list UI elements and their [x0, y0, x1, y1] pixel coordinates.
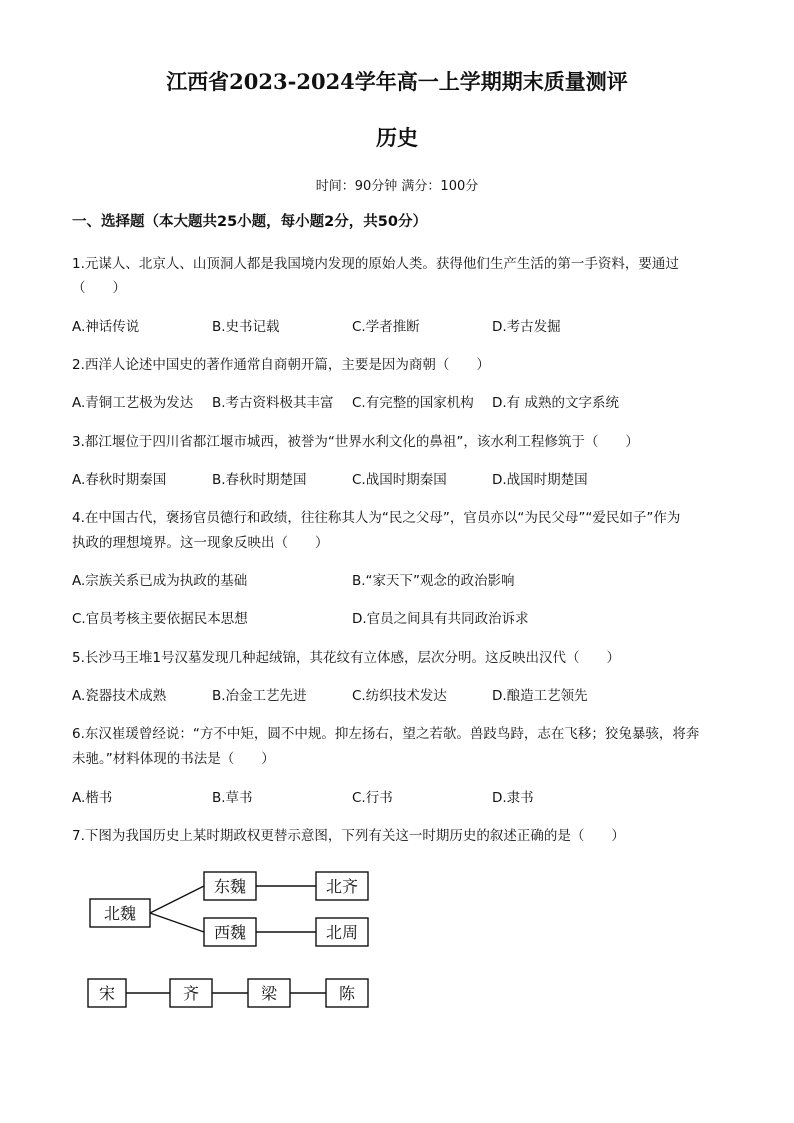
exam-meta: 时间：90分钟 满分：100分 [315, 179, 479, 194]
question-2-option-a: A.青铜工艺极为发达 [72, 395, 194, 411]
question-2-option-c: C.有完整的国家机构 [352, 395, 474, 411]
question-1-stem-line-2: （ ） [72, 280, 126, 296]
question-6-option-b: B.草书 [212, 790, 253, 806]
question-4-option-c: C.官员考核主要依据民本思想 [72, 611, 248, 627]
question-6-option-d: D.隶书 [492, 790, 534, 806]
connector-beiwei-dongwei [150, 886, 204, 913]
question-7-stem: 7.下图为我国历史上某时期政权更替示意图，下列有关这一时期历史的叙述正确的是（ ） [72, 828, 625, 844]
question-3-stem: 3.都江堰位于四川省都江堰市城西，被誉为“世界水利文化的鼻祖”，该水利工程修筑于（ ） [72, 434, 639, 450]
question-6-stem-line-2: 未驰。”材料体现的书法是（ ） [72, 751, 275, 767]
label-beiqi: 北齐 [325, 877, 359, 896]
question-1-option-a: A.神话传说 [72, 319, 140, 335]
exam-subject: 历史 [376, 125, 418, 150]
question-5-option-b: B.冶金工艺先进 [212, 688, 307, 704]
question-1-stem-line-1: 1.元谋人、北京人、山顶洞人都是我国境内发现的原始人类。获得他们生产生活的第一手资料，要通过 [72, 256, 679, 272]
question-5-option-c: C.纺织技术发达 [352, 688, 447, 704]
question-4-stem-line-2: 执政的理想境界。这一现象反映出（ ） [72, 535, 329, 551]
question-2-option-d: D.有 成熟的文字系统 [492, 395, 619, 411]
question-4-stem-line-1: 4.在中国古代，褒扬官员德行和政绩，往往称其人为“民之父母”，官员亦以“为民父母”“爱民如子”作为 [72, 510, 681, 526]
label-qi: 齐 [182, 984, 200, 1003]
label-beiwei: 北魏 [103, 904, 137, 923]
label-dongwei: 东魏 [213, 877, 247, 896]
label-liang: 梁 [260, 984, 278, 1003]
label-chen: 陈 [338, 984, 356, 1003]
question-3-option-d: D.战国时期楚国 [492, 472, 588, 488]
question-1-option-c: C.学者推断 [352, 319, 420, 335]
dynasty-succession-diagram [84, 862, 384, 1012]
question-3-option-b: B.春秋时期楚国 [212, 472, 307, 488]
question-2-option-b: B.考古资料极其丰富 [212, 395, 334, 411]
question-1-option-d: D.考古发掘 [492, 319, 561, 335]
exam-title: 江西省2023-2024学年高一上学期期末质量测评 [166, 69, 628, 94]
label-song: 宋 [98, 984, 116, 1003]
question-3-option-a: A.春秋时期秦国 [72, 472, 167, 488]
question-4-option-a: A.宗族关系已成为执政的基础 [72, 573, 248, 589]
connector-beiwei-xiwei [150, 913, 204, 932]
question-5-option-a: A.瓷器技术成熟 [72, 688, 167, 704]
question-4-option-b: B.“家天下”观念的政治影响 [352, 573, 515, 589]
label-xiwei: 西魏 [213, 923, 247, 942]
label-beizhou: 北周 [325, 923, 359, 942]
question-1-option-b: B.史书记载 [212, 319, 280, 335]
question-6-stem-line-1: 6.东汉崔瑗曾经说：“方不中矩，圆不中规。抑左扬右，望之若欹。兽跂鸟跱，志在飞移；狡兔暴骇，将奔 [72, 726, 700, 742]
question-5-stem: 5.长沙马王堆1号汉墓发现几种起绒锦，其花纹有立体感，层次分明。这反映出汉代（ ） [72, 650, 620, 666]
question-3-option-c: C.战国时期秦国 [352, 472, 447, 488]
question-6-option-a: A.楷书 [72, 790, 113, 806]
question-4-option-d: D.官员之间具有共同政治诉求 [352, 611, 529, 627]
question-5-option-d: D.酿造工艺领先 [492, 688, 588, 704]
question-6-option-c: C.行书 [352, 790, 393, 806]
question-2-stem: 2.西洋人论述中国史的著作通常自商朝开篇，主要是因为商朝（ ） [72, 357, 490, 373]
section-heading: 一、选择题（本大题共25小题，每小题2分，共50分） [72, 214, 427, 230]
